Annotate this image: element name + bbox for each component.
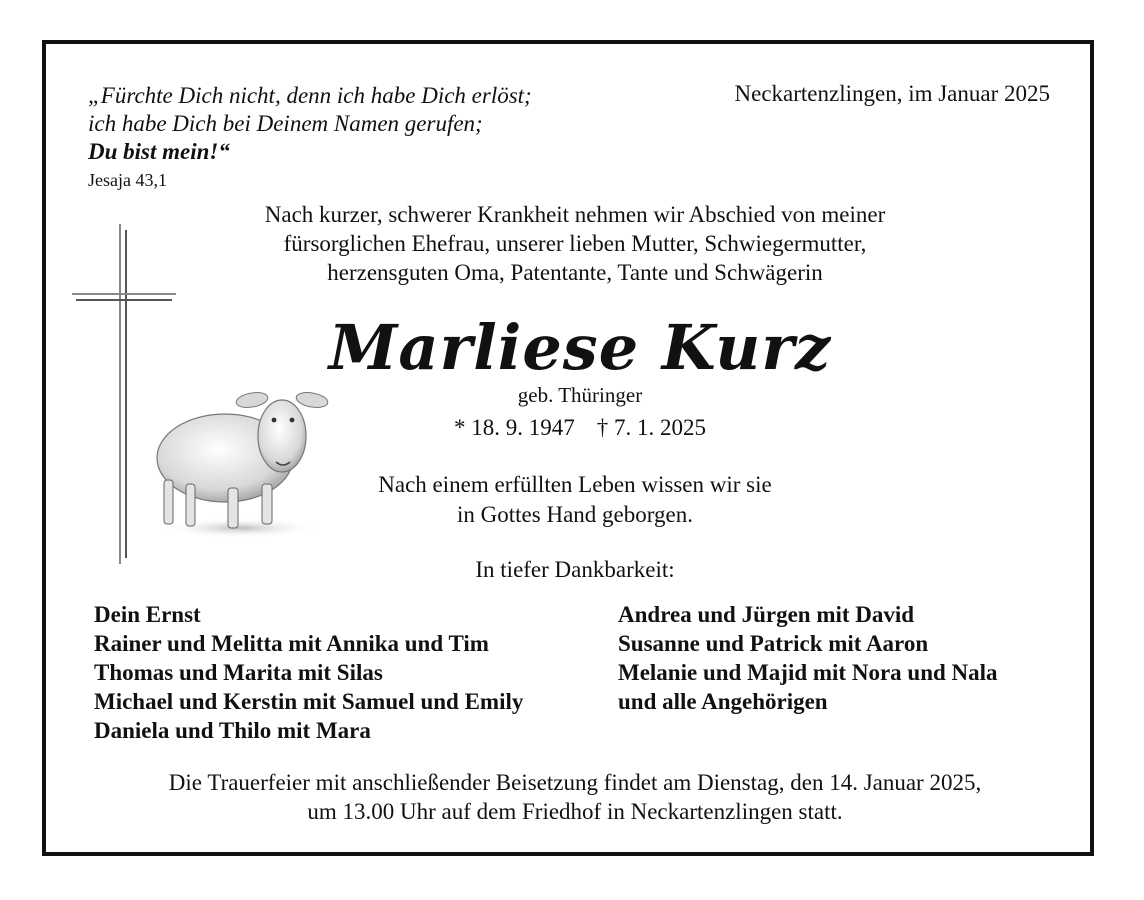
service-line-2: um 13.00 Uhr auf dem Friedhof in Neckartenzlingen statt. [307, 799, 843, 824]
mourner-entry: Susanne und Patrick mit Aaron [618, 631, 929, 656]
verse-reference: Jesaja 43,1 [88, 170, 167, 190]
intro-text [42, 200, 1108, 287]
mourner-entry: Thomas und Marita mit Silas [94, 660, 383, 685]
intro-line-2: fürsorglichen Ehefrau, unserer lieben Mutter, Schwiegermutter, [283, 231, 867, 256]
birth-date: * 18. 9. 1947 [454, 415, 575, 440]
intro-line-1: Nach kurzer, schwerer Krankheit nehmen wir Abschied von meiner [264, 202, 886, 227]
verse-line-3: Du bist mein!“ [88, 139, 230, 164]
service-info [42, 768, 1108, 826]
verse-line-2: ich habe Dich bei Deinem Namen gerufen; [88, 111, 483, 136]
verse-line-1: „Fürchte Dich nicht, denn ich habe Dich erlöst; [88, 83, 532, 108]
mourner-entry: Melanie und Majid mit Nora und Nala [618, 660, 998, 685]
mourner-entry: Andrea und Jürgen mit David [618, 602, 915, 627]
place-date: Neckartenzlingen, im Januar 2025 [734, 81, 1050, 106]
gratitude-heading: In tiefer Dankbarkeit: [475, 557, 675, 582]
faith-line-1: Nach einem erfüllten Leben wissen wir sie [378, 472, 772, 497]
intro-line-3: herzensguten Oma, Patentante, Tante und Schwägerin [327, 260, 823, 285]
mourners-left [94, 600, 523, 745]
faith-text [300, 470, 850, 530]
life-dates [300, 414, 860, 442]
faith-line-2: in Gottes Hand geborgen. [457, 502, 693, 527]
bible-verse [88, 82, 532, 166]
death-date: † 7. 1. 2025 [596, 415, 706, 440]
mourner-entry: Michael und Kerstin mit Samuel und Emily [94, 689, 524, 714]
maiden-name: geb. Thüringer [517, 383, 643, 407]
mourner-entry: Daniela und Thilo mit Mara [94, 718, 371, 743]
deceased-name: Marliese Kurz [328, 311, 832, 384]
mourner-entry: Dein Ernst [94, 602, 201, 627]
mourner-entry: und alle Angehörigen [618, 689, 828, 714]
service-line-1: Die Trauerfeier mit anschließender Beisetzung findet am Dienstag, den 14. Januar 2025, [168, 770, 982, 795]
mourner-entry: Rainer und Melitta mit Annika und Tim [94, 631, 489, 656]
mourners-right [618, 600, 998, 716]
